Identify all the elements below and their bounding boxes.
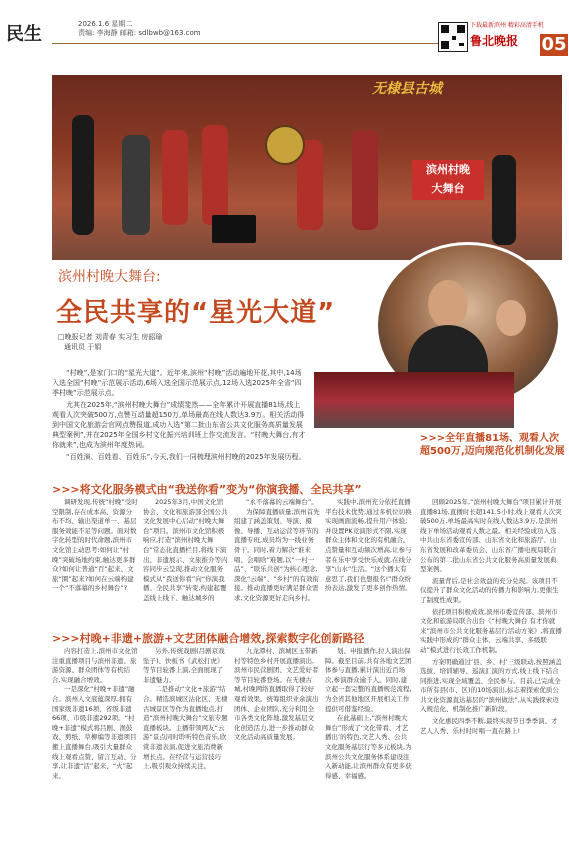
article-column	[52, 647, 138, 835]
column-paragraph: “永不落幕的云端舞台”。	[246, 498, 318, 506]
qr-code-icon	[438, 22, 468, 52]
main-headline: 全民共享的“星光大道”	[56, 298, 336, 328]
article-column	[52, 498, 138, 622]
performer-figure	[202, 125, 228, 225]
article-column	[325, 647, 413, 835]
stage-sign-line: 滨州村晚	[426, 163, 470, 176]
byline	[58, 332, 162, 352]
column-paragraph: 实践中,滨州充分依托直播平台技术优势,通过多机位切换实现画面流畅,提升用户体验;并设置PK竞演形式不限,实现群众主体和文化的有机融合。点赞量和互动频次增高,让参与者在乐中享受快乐成就,在线分享“山水”生活。“这个播太有意思了,我们也想报名!”群众纷纷表达,激发了更多创作热情。	[325, 498, 412, 593]
issue-meta	[78, 20, 201, 38]
intro-paragraph: “百姓演、百姓看、百姓乐”,今天,我们一同梳理滨州村晚的2025年发展历程。	[66, 453, 306, 461]
sidebar-paragraph: 流量背后,是社会效益的充分兑现。该项目不仅提升了群众文化活动的传播力和影响力,更催生了制度性成果。	[420, 576, 559, 604]
performer-figure	[162, 130, 188, 225]
column-paragraph: 二是推动“文化+旅游”结合。精选滨城区沾化区、无棣古城景区等作为直播地点,打造“滨州村晚大舞台”文旅专题直播板块。主播带领网友“云游”景点同时聆听特色音乐,欣赏非遗表演,促进文旅消费新增长点。在经营与运营技巧上,吸引观众持续关注。	[143, 685, 228, 771]
article-column	[234, 498, 320, 622]
portrait-face	[428, 280, 468, 328]
stage-photo	[52, 75, 562, 260]
stage-sign-line: 大舞台	[431, 182, 465, 195]
column-paragraph: 在此基础上,“滨州村晚大舞台”形成了‘文化带看、才艺播出’的特色,文艺人秀、公共文化服务基层行等多元板块,为滨州公共文化服务体系建设注入新动能,让滨州群众有更多获得感、幸福感。	[325, 714, 412, 780]
sidebar-paragraph: 文化惠民四季不断,最终实现节日季季演、才艺人人秀、乐村时时唱一直在路上!	[420, 717, 558, 735]
column-paragraph: 2025年3月,中国文化馆协会、文化和旅游部全国公共文化发展中心启动“村晚大舞台”项目。滨州市文化馆积极响应,打造“滨州村晚大舞台”常态化直播栏目,将线下演出、非遗展示、文旅推介等内容同步云呈现,推动文化服务模式从“我送你看”向“你演我播、全民共享”转变,构建起覆盖线上线下、触达城乡的	[143, 498, 228, 602]
performer-figure	[122, 135, 150, 235]
speaker-box	[212, 215, 256, 243]
column-paragraph: 划、申报播作,拉人演出保障。截至目前,共有各地文艺团体参与直播,累计演出近百场次,参演群众逾千人。同时,建立起一套完整的直播规范流程,为全省其他地区开展相关工作提供可借鉴经验。	[325, 647, 412, 713]
performer-figure	[492, 155, 516, 245]
intro-paragraph: “村晚”,是家门口的“星光大道”。近年来,滨州“村晚”活动遍地开花,其中,14场入选全国“村晚”示范展示活动,6场入选全国示范展示点,12场入选2025年全省“四季村晚”示范展示点。	[52, 369, 302, 397]
sidebar-paragraph: 依托项目积极成效,滨州市委宣传部、滨州市文化和旅游局联合出台《“村晚大舞台 有才你就来”滨州市公共文化服务基层行活动方案》,将直播实践中形成的“群众主体、云端共享、多级联动”模式进行长效工作机制。	[420, 607, 562, 654]
venue-banner: 无棣县古城	[372, 81, 442, 97]
header-rule	[52, 43, 442, 44]
article-column	[234, 647, 320, 835]
intro-paragraph: 尤其在2025年,“滨州村晚大舞台”成绩斐然——全年累计开展直播81场,线上观看人次突破500万,点赞互动量超150万,单场最高在线人数达3.9万。相关活动得到中国文化旅游会官网点赞报道,成功入选“第二批山东省公共文化服务高质量发展典型案例”,并在2025年全国乡村文化振兴培训班上作交流发言。“村晚大舞台,有才你就来”,也成为滨州年度热词。	[52, 401, 306, 449]
brand-tagline: 下载最新滨州 精彩高清手机	[470, 22, 544, 29]
section-label: 民生	[6, 24, 42, 45]
section-heading: >>>将文化服务模式由“我送你看”变为“你演我播、全民共享”	[52, 483, 362, 496]
gong-icon	[265, 125, 305, 165]
sidebar-body	[420, 498, 562, 833]
stage-sign	[412, 160, 484, 200]
sidebar-heading: >>>全年直播81场、观看人次超500万,迈向规范化机制化发展	[420, 433, 565, 457]
article-column	[325, 498, 413, 622]
sidebar-paragraph: 回顾2025年,“滨州村晚大舞台”项目累计开展直播81场,直播时长超141.5小时,线上观看人次突破500万,单场最高实时在线人数达3.9万,是滨州线下单场活动观看人数之最。相关经验成功入选中共山东省委宣传部、山东省文化和旅游厅、山东省发展和改革委员会、山东省广播电视局联合公布的第二批山东省公共文化服务高质量发展典型案例。	[420, 498, 562, 574]
section-heading: >>>村晚+非遗+旅游+文艺团体融合增效,探索数字化创新路径	[52, 632, 365, 645]
page-number: 05	[541, 34, 567, 55]
sidebar-paragraph: 方案明确通过‘县、乡、村’三级联动,按照涵盖选拔、培训辅导、巡演汇演的方式,线上线下结合同推进,实现全域覆盖、全民参与。目前,已完成全市所有县(市、区)的10场演出,标志着探索优质公共文化资源直达基层的“滨州做法”,从实践探索迈入规范化、机制化推广新阶段。	[420, 657, 562, 714]
newspaper-logo: 鲁北晚报	[470, 34, 519, 48]
byline-reporters: □晚报记者 刘青春 实习生 房韶瑜	[58, 333, 163, 341]
article-intro	[52, 368, 307, 464]
issue-date: 2026.1.6 星期二	[78, 20, 133, 28]
portrait-face	[496, 300, 526, 336]
column-paragraph: 内容打造上,滨州市文化馆注重直播项目与滨州非遗、旅游资源、群众团体等有机结合,实现融合增效。	[52, 647, 138, 684]
column-paragraph: 调研发现,传统“村晚”受时空限制,存在成本高、资源分布不均、输出渠道单一、基层服务效能不足等问题。面对数字化转型的时代命题,滨州市文化馆主动思考:如何让“村晚”突破场地约束,触达更多群众?如何让普通“百”起来、文旅“圈”起来?如何在云端构建一个“不落幕的乡村舞台”?	[52, 498, 138, 593]
article-column	[143, 498, 229, 622]
byline-correspondent: 通讯员 于娟	[64, 343, 102, 351]
column-paragraph: 一是深化“村晚+非遗”融合。滨州人文底蕴深厚,拥有国家级非遗16项、省级非遗66项、市级非遗292项。“村晚+非遗”模式将吕剧、渔鼓戏、剪纸、草柳编等非遗项目搬上直播舞台,吸引大量群众线上观看点赞、留言互动、分享,让非遗“活”起来、“火”起来。	[52, 685, 137, 780]
performer-figure	[72, 115, 94, 235]
group-photo	[314, 372, 514, 428]
column-paragraph: 九龙潭村、滨城区玉带新村等特色乡村开展直播演出,滨州市民营剧团、文艺爱好者等节目轮番登场。在无棣古城,村晚网络直播取得了较好观看效果。统筹组织业余演出团体、企业团队,充分利用全市各类文化阵地,激发基层文化创造活力,进一步推动群众文化活动高质量发展。	[234, 647, 319, 742]
performer-figure	[352, 130, 378, 230]
column-paragraph: 另外,传统戏剧(吕剧京戏坠子)、快板书《武松打虎》等节目轮番上演,全面展现了非遗魅力。	[143, 647, 225, 684]
article-column	[143, 647, 229, 835]
editor-line: 责编: 李海静 邮箱: sdlbwb@163.com	[78, 29, 201, 37]
column-paragraph: 为保障直播质量,滨州首先组建了涵盖策划、导演、摄像、导播、互动运营等环节的直播专班,成员均为一线业务骨干。同时,着力解决“谁来唱、会唱啥”难题,以“一村一品”、“联乐共创”为核心理念,深化“云端”、“乡村”的有效衔接。推动直播更好满足群众需求,文化资源更好走向乡村。	[234, 507, 320, 602]
headline-kicker: 滨州村晚大舞台:	[58, 269, 161, 285]
page-header	[0, 0, 569, 70]
